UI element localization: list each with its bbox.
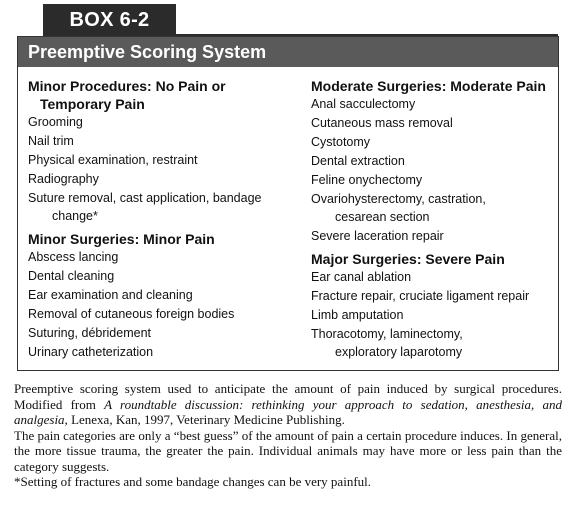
list-item [311,171,556,190]
list-item-text: Fracture repair, cruciate ligament repair [311,289,530,303]
caption-citation-title: A roundtable discussion: rethinking your approach to sedation, anesthesia, and analgesia, [14,396,563,427]
list-item-text: Dental extraction [311,154,405,168]
left-column [28,77,298,362]
list-item [28,248,298,267]
list-item-text: Abscess lancing [28,250,119,264]
list-item [311,114,556,133]
list-item [311,95,556,114]
list-item-text: Physical examination, restraint [28,153,198,167]
list-item-text: Thoracotomy, laminectomy, [311,327,463,341]
list-item-text: Cystotomy [311,135,371,149]
list-item [28,113,298,132]
right-column [311,77,556,362]
list-item-text: Ear examination and cleaning [28,288,193,302]
list-item [311,268,556,287]
scoring-box [17,36,559,371]
list-item [28,170,298,189]
list-item-text-continued: change* [52,209,98,223]
list-item [28,305,298,324]
list-item-text: Radiography [28,172,99,186]
list-item-text: Limb amputation [311,308,404,322]
list-item [311,287,556,306]
list-item [28,286,298,305]
list-item [28,343,298,362]
list-item-text: Anal sacculectomy [311,97,416,111]
list-item-text-continued: exploratory laparotomy [335,345,463,359]
caption-text: Preemptive scoring system used to anticipate the amount of pain induced by surgical procedures. Modified from [14,381,562,412]
list-item-text: Ovariohysterectomy, castration, [311,192,486,206]
list-item-text: Feline onychectomy [311,173,423,187]
caption-footnote: *Setting of fractures and some bandage changes can be very painful. [14,474,372,489]
list-item-text: Severe laceration repair [311,229,444,243]
list-item [311,306,556,325]
list-item-text: Suturing, débridement [28,326,151,340]
minor-procedures-list [28,113,298,226]
caption-paragraph-note: The pain categories are only a “best guess” of the amount of pain a certain procedure induces. In general, the more tissue trauma, the greater the pain. Individual animals may have more or less pain than the category suggests. [14,427,562,474]
caption-text: Lenexa, Kan, 1997, Veterinary Medicine Publishing. [67,412,345,427]
list-item [311,190,556,227]
major-surgeries-list [311,268,556,362]
list-item [311,133,556,152]
list-item-text: Cutaneous mass removal [311,116,453,130]
caption-paragraph-source [14,381,562,428]
list-item-text-continued: cesarean section [335,210,430,224]
list-item [28,151,298,170]
moderate-surgeries-list [311,95,556,246]
list-item-text: Urinary catheterization [28,345,154,359]
box-title: Preemptive Scoring System [18,37,558,67]
list-item [28,324,298,343]
box-caption [14,381,562,490]
category-heading-moderate-surgeries: Moderate Surgeries: Moderate Pain [311,78,546,94]
list-item-text: Dental cleaning [28,269,115,283]
category-heading-line: Temporary Pain [40,96,145,112]
category-heading-major-surgeries: Major Surgeries: Severe Pain [311,251,505,267]
category-heading-line: Minor Procedures: No Pain or [28,78,226,94]
list-item [28,189,298,226]
minor-surgeries-list [28,248,298,362]
list-item [28,132,298,151]
category-heading-minor-surgeries: Minor Surgeries: Minor Pain [28,231,215,247]
list-item-text: Grooming [28,115,83,129]
list-item [311,325,556,362]
list-item-text: Removal of cutaneous foreign bodies [28,307,235,321]
box-label: BOX 6-2 [43,4,176,36]
list-item-text: Nail trim [28,134,74,148]
list-item-text: Suture removal, cast application, bandage [28,191,262,205]
list-item [311,227,556,246]
list-item-text: Ear canal ablation [311,270,412,284]
list-item [28,267,298,286]
category-heading-minor-procedures [28,77,298,113]
list-item [311,152,556,171]
